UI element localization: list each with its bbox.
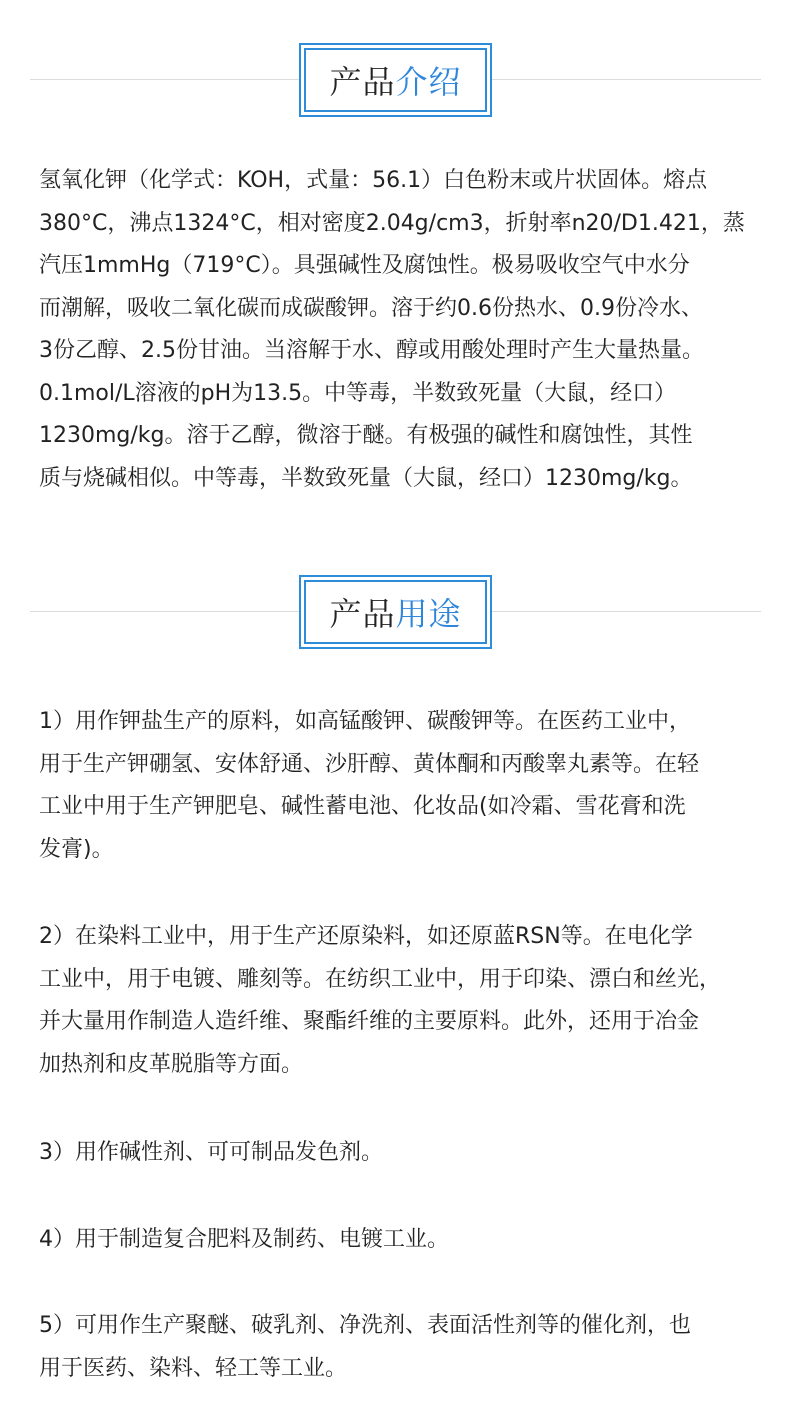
paragraph-line: 加热剂和皮革脱脂等方面。 <box>39 1051 304 1077</box>
divider-line <box>30 611 300 612</box>
paragraph-line: 而潮解，吸收二氧化碳而成碳酸钾。溶于约0.6份热水、0.9份冷水、 <box>39 295 703 321</box>
paragraph-line: 4）用于制造复合肥料及制药、电镀工业。 <box>39 1227 449 1252</box>
paragraph-line: 用于生产钾硼氢、安体舒通、沙肝醇、黄体酮和丙酸睾丸素等。在轻 <box>39 751 700 777</box>
paragraph-line: 质与烧碱相似。中等毒，半数致死量（大鼠，经口）1230mg/kg。 <box>39 465 693 491</box>
intro-paragraph <box>39 160 774 500</box>
section-title-frame <box>299 575 492 649</box>
paragraph-line: 5）可用作生产聚醚、破乳剂、净洗剂、表面活性剂等的催化剂，也 <box>39 1313 691 1338</box>
paragraph-line: 用于医药、染料、轻工等工业。 <box>39 1355 348 1381</box>
paragraph-line: 发膏)。 <box>39 836 114 862</box>
paragraph-line: 0.1mol/L溶液的pH为13.5。中等毒，半数致死量（大鼠，经口） <box>39 380 677 406</box>
usage-item-3 <box>39 1132 774 1175</box>
paragraph-line: 3）用作碱性剂、可可制品发色剂。 <box>39 1140 383 1165</box>
section-title-dark: 产品 <box>329 63 396 101</box>
paragraph-line: 380°C，沸点1324°C，相对密度2.04g/cm3，折射率n20/D1.421，蒸 <box>39 210 745 236</box>
paragraph-line: 工业中用于生产钾肥皂、碱性蓄电池、化妆品(如冷霜、雪花膏和洗 <box>39 794 686 819</box>
paragraph-line: 3份乙醇、2.5份甘油。当溶解于水、醇或用酸处理时产生大量热量。 <box>39 338 704 363</box>
usage-heading <box>0 575 790 649</box>
paragraph-line: 汽压1mmHg（719°C）。具强碱性及腐蚀性。极易吸收空气中水分 <box>39 253 690 278</box>
paragraph-line: 1230mg/kg。溶于乙醇，微溶于醚。有极强的碱性和腐蚀性，其性 <box>39 423 693 448</box>
section-title-accent: 介绍 <box>395 63 462 101</box>
section-title <box>304 580 487 644</box>
section-title-frame <box>299 43 492 117</box>
section-title <box>304 48 487 112</box>
divider-line <box>491 611 761 612</box>
divider-line <box>30 79 300 80</box>
usage-item-1 <box>39 701 774 871</box>
divider-line <box>491 79 761 80</box>
intro-heading <box>0 43 790 117</box>
paragraph-line: 2）在染料工业中，用于生产还原染料，如还原蓝RSN等。在电化学 <box>39 924 693 949</box>
usage-item-2 <box>39 916 774 1086</box>
paragraph-line: 1）用作钾盐生产的原料，如高锰酸钾、碳酸钾等。在医药工业中， <box>39 709 691 734</box>
paragraph-line: 工业中，用于电镀、雕刻等。在纺织工业中，用于印染、漂白和丝光， <box>39 966 722 992</box>
section-title-dark: 产品 <box>329 595 396 633</box>
paragraph-line: 氢氧化钾（化学式：KOH，式量：56.1）白色粉末或片状固体。熔点 <box>39 168 708 193</box>
usage-item-5 <box>39 1305 774 1390</box>
paragraph-line: 并大量用作制造人造纤维、聚酯纤维的主要原料。此外，还用于冶金 <box>39 1009 700 1034</box>
usage-item-4 <box>39 1219 774 1262</box>
section-title-accent: 用途 <box>395 595 462 633</box>
